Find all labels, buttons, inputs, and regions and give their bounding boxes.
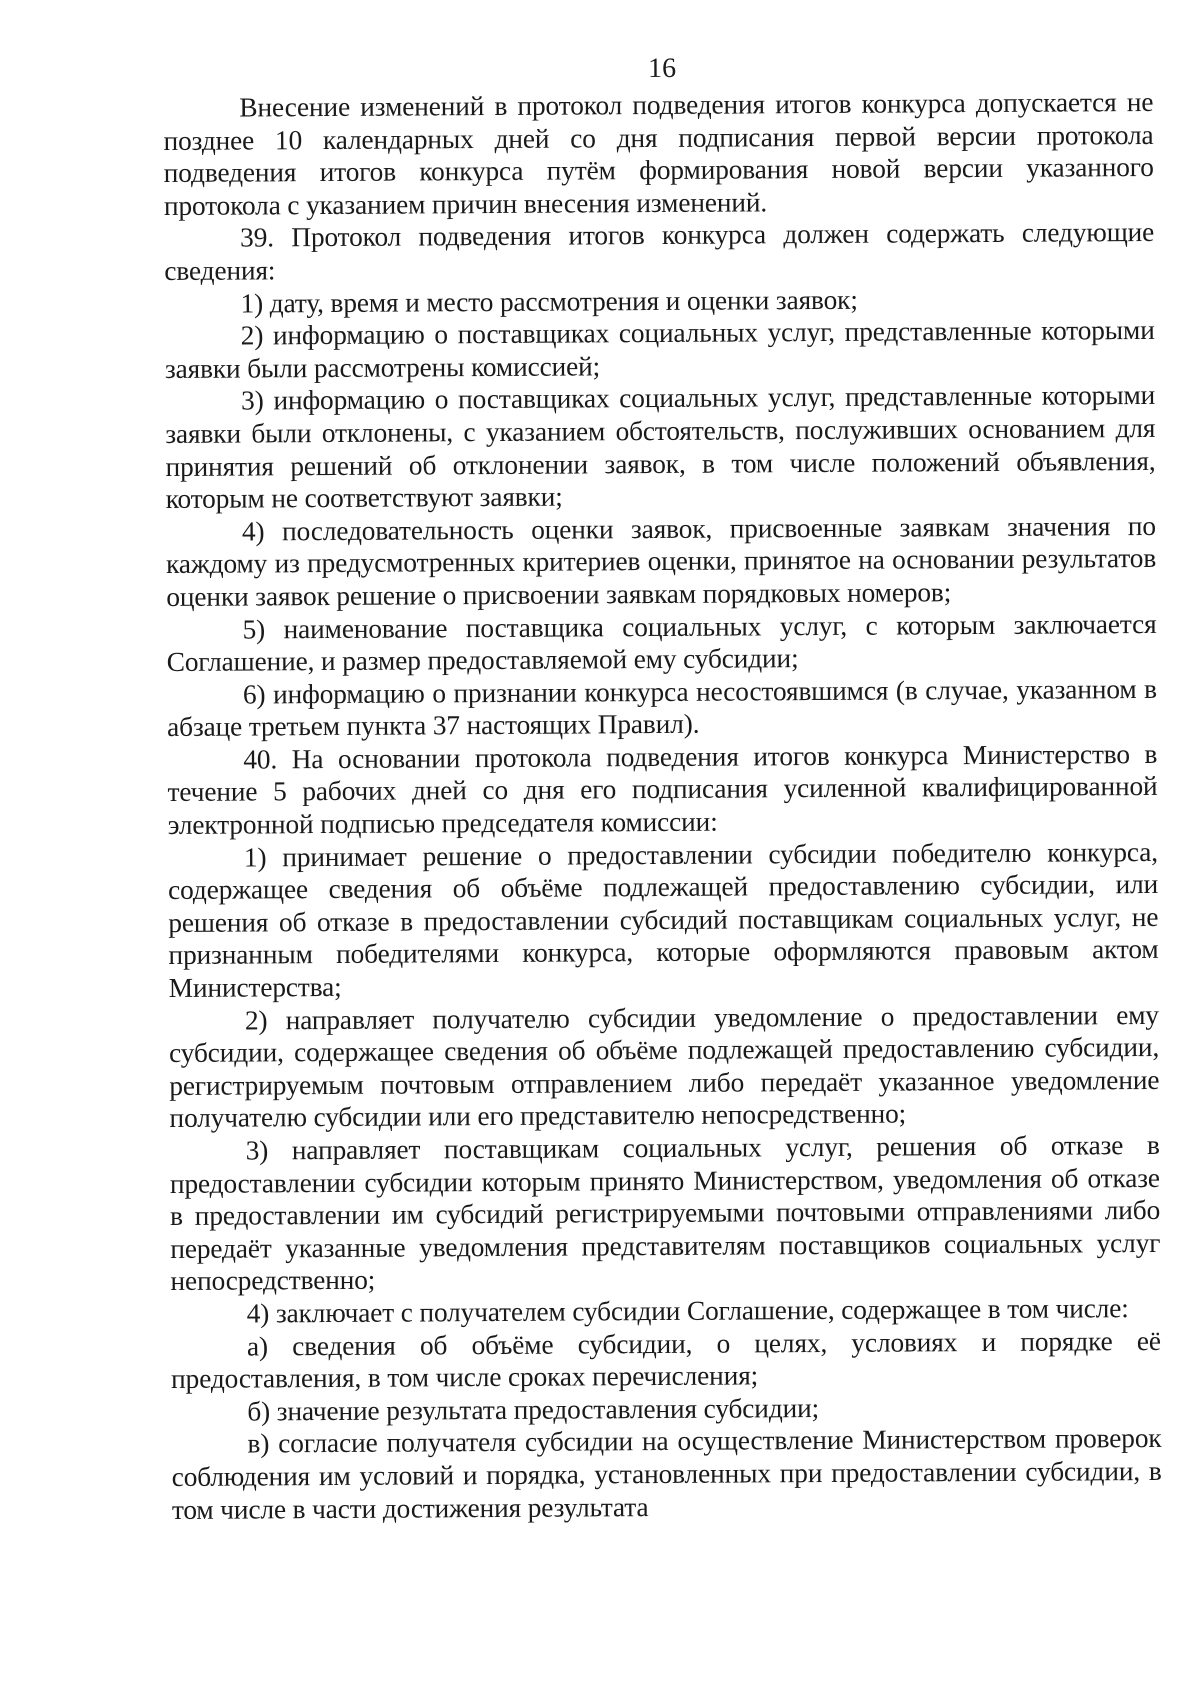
- paragraph-40-intro: 40. На основании протокола подведения итогов конкурса Министерство в течение 5 рабочих дней со дня его подписания усиленной квалифицированной электронной подписью председателя комиссии:: [167, 738, 1158, 841]
- paragraph-39-item-3: 3) информацию о поставщиках социальных услуг, представленные которыми заявки были отклонены, с указанием обстоятельств, послуживших основанием для принятия решений об отклонении заявок, в том числе положений объявления, которым не соответствуют заявки;: [165, 380, 1156, 515]
- paragraph-amendment-rules: Внесение изменений в протокол подведения итогов конкурса допускается не позднее 10 календарных дней со дня подписания первой версии протокола подведения итогов конкурса путём формирования новой версии указанного протокола с указанием причин внесения изменений.: [163, 86, 1154, 221]
- paragraph-39-item-5: 5) наименование поставщика социальных услуг, с которым заключается Соглашение, и размер предоставляемой ему субсидии;: [166, 608, 1157, 678]
- paragraph-40-item-4b: б) значение результата предоставления субсидии;: [247, 1392, 820, 1427]
- paragraph-39-intro: 39. Протокол подведения итогов конкурса должен содержать следующие сведения:: [164, 217, 1155, 286]
- paragraph-40-item-4a: а) сведения об объёме субсидии, о целях, условиях и порядке её предоставления, в том числе сроках перечисления;: [171, 1325, 1161, 1395]
- document-page: [163, 48, 1162, 1526]
- paragraph-39-item-2: 2) информацию о поставщиках социальных услуг, представленные которыми заявки были рассмотрены комиссией;: [164, 315, 1155, 384]
- paragraph-39-item-4: 4) последовательность оценки заявок, присвоенные заявкам значения по каждому из предусмотренных критериев оценки, принятое на основании результатов оценки заявок решение о присвоении заявкам порядковых номеров;: [166, 510, 1157, 612]
- paragraph-39-item-6: 6) информацию о признании конкурса несостоявшимся (в случае, указанном в абзаце третьем пункта 37 настоящих Правил).: [167, 673, 1157, 743]
- paragraph-40-item-4v: в) согласие получателя субсидии на осуществление Министерством проверок соблюдения им условий и порядка, установленных при предоставлении субсидии, в том числе в части достижения результата: [171, 1423, 1162, 1525]
- paragraph-40-item-1: 1) принимает решение о предоставлении субсидии победителю конкурса, содержащее сведения об объёме подлежащей предоставлению субсидии, или решения об отказе в предоставлении субсидий поставщикам социальных услуг, не признанным победителями конкурса, которые оформляются правовым актом Министерства;: [168, 836, 1159, 1004]
- page-number: 16: [648, 52, 677, 85]
- paragraph-40-item-4: 4) заключает с получателем субсидии Соглашение, содержащее в том числе:: [246, 1293, 1129, 1329]
- paragraph-40-item-3: 3) направляет поставщикам социальных услуг, решения об отказе в предоставлении субсидии которым принято Министерством, уведомления об отказе в предоставлении им субсидий регистрируемыми почтовыми отправлениями либо передаёт указанные уведомления представителям поставщиков социальных услуг непосредственно;: [169, 1129, 1161, 1297]
- paragraph-40-item-2: 2) направляет получателю субсидии уведомление о предоставлении ему субсидии, содержащее сведения об объёме подлежащей предоставлению субсидии, регистрируемым почтовым отправлением либо передаёт указанное уведомление получателю субсидии или его представителю непосредственно;: [169, 999, 1160, 1134]
- paragraph-39-item-1: 1) дату, время и место рассмотрения и оценки заявок;: [240, 284, 858, 319]
